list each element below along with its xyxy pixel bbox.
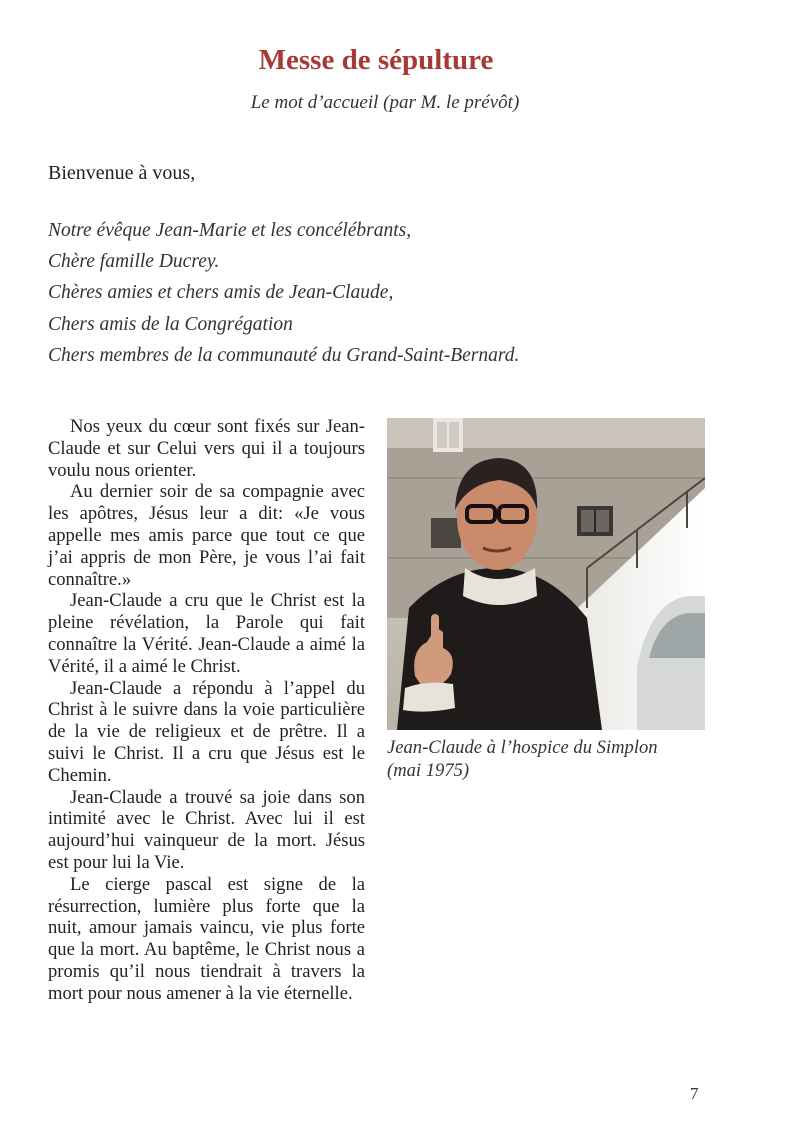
caption-line: Jean-Claude à l’hospice du Simplon — [387, 737, 658, 758]
body-paragraph: Nos yeux du cœur sont fixés sur Jean-Claude et sur Celui vers qui il a toujours voulu nous orienter. — [48, 416, 365, 481]
page-subtitle: Le mot d’accueil (par M. le prévôt) — [250, 92, 520, 113]
salutation-line: Notre évêque Jean-Marie et les concélébrants, — [48, 220, 412, 241]
page-title: Messe de sépulture — [258, 44, 494, 76]
salutation-line: Chère famille Ducrey. — [48, 251, 220, 273]
salutation-line: Chers amis de la Congrégation — [48, 313, 293, 335]
caption-line: (mai 1975) — [387, 760, 470, 781]
body-paragraph: Jean-Claude a cru que le Christ est la pleine révélation, la Parole qui fait connaître la Vérité. Jean-Claude a aimé la Vérité, il a aimé le Christ. — [48, 590, 365, 677]
body-paragraph: Jean-Claude a trouvé sa joie dans son intimité avec le Christ. Avec lui il est aujourd’hui vainqueur de la mort. Jésus est pour lui la Vie. — [48, 786, 365, 873]
salutation-line: Chères amies et chers amis de Jean-Claude, — [48, 282, 394, 304]
body-paragraph: Au dernier soir de sa compagnie avec les apôtres, Jésus leur a dit: «Je vous appelle mes amis parce que tout ce que j’ai appris de mon Père, je vous l’ai fait connaître.» — [48, 481, 365, 590]
photo-caption — [387, 736, 717, 782]
salutation-list — [48, 215, 519, 371]
salutation-line: Chers membres de la communauté du Grand-Saint-Bernard. — [48, 344, 520, 366]
body-text-column — [48, 416, 365, 1005]
body-paragraph: Jean-Claude a répondu à l’appel du Christ à le suivre dans la voie particulière de la vie de religieux et de prêtre. Il a suivi le Christ. Il a cru que Jésus est le Chemin. — [48, 677, 365, 786]
portrait-photo — [387, 418, 705, 730]
body-paragraph: Le cierge pascal est signe de la résurrection, lumière plus forte que la nuit, amour jamais vaincu, vie plus forte que la mort. Au baptême, le Christ nous a promis qu’il nous tiendrait à travers la mort pour nous amener à la vie éternelle. — [48, 873, 365, 1004]
page-number: 7 — [690, 1084, 699, 1103]
greeting-line: Bienvenue à vous, — [48, 162, 196, 184]
